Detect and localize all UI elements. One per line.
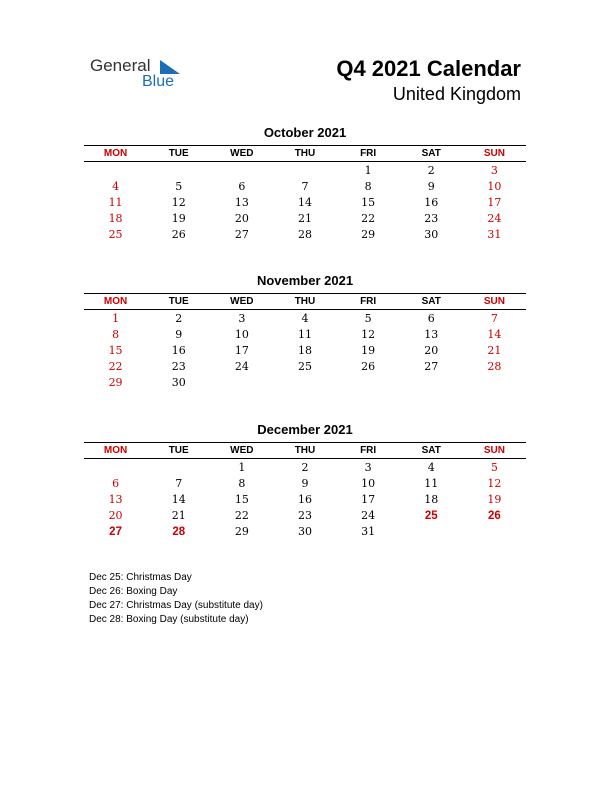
day-cell: 25: [424, 510, 438, 522]
day-cell: 23: [171, 360, 186, 373]
day-cell: 27: [109, 526, 122, 538]
day-cell: 4: [112, 180, 120, 193]
day-cell: 31: [487, 228, 502, 241]
weekday-header-row: [84, 145, 526, 162]
day-cell: 1: [112, 312, 120, 325]
day-cell: 8: [364, 180, 372, 193]
weekday-header: SUN: [483, 296, 505, 307]
page-title: Q4 2021 Calendar: [336, 56, 521, 81]
day-cell: 17: [487, 196, 502, 209]
day-cell: 21: [171, 509, 186, 522]
weekday-header: TUE: [168, 148, 189, 159]
day-cell: 29: [108, 376, 123, 389]
day-cell: 12: [171, 196, 186, 209]
empty-day-cell: [400, 524, 463, 540]
day-cell: 15: [234, 493, 249, 506]
day-cell: 8: [112, 328, 120, 341]
day-cell: 18: [297, 344, 312, 357]
day-cell: 1: [364, 164, 372, 177]
day-cell: 14: [171, 493, 186, 506]
holiday-note: Dec 25: Christmas Day: [89, 572, 192, 583]
day-cell: 21: [487, 344, 502, 357]
day-cell: 30: [297, 525, 312, 538]
day-cell: 22: [234, 509, 249, 522]
weekday-header: SAT: [421, 445, 441, 456]
day-cell: 8: [238, 477, 246, 490]
day-cell: 17: [234, 344, 249, 357]
weekday-header: TUE: [168, 296, 189, 307]
day-cell: 16: [297, 493, 312, 506]
day-grid: [84, 311, 526, 391]
day-cell: 7: [490, 312, 498, 325]
weekday-header: WED: [230, 148, 254, 159]
empty-day-cell: [273, 163, 336, 179]
day-cell: 13: [234, 196, 249, 209]
day-cell: 24: [487, 212, 502, 225]
day-cell: 17: [361, 493, 376, 506]
weekday-header: THU: [294, 445, 316, 456]
day-cell: 1: [238, 461, 246, 474]
day-cell: 16: [171, 344, 186, 357]
day-cell: 2: [427, 164, 435, 177]
day-cell: 26: [361, 360, 376, 373]
day-cell: 5: [175, 180, 183, 193]
empty-day-cell: [147, 163, 210, 179]
day-cell: 9: [175, 328, 183, 341]
day-cell: 27: [234, 228, 249, 241]
day-cell: 10: [487, 180, 502, 193]
holiday-note: Dec 28: Boxing Day (substitute day): [89, 614, 249, 625]
day-cell: 5: [490, 461, 498, 474]
day-cell: 11: [424, 477, 439, 490]
day-cell: 12: [361, 328, 376, 341]
logo-blue-text: Blue: [142, 73, 175, 90]
empty-day-cell: [210, 375, 273, 391]
day-cell: 15: [108, 344, 123, 357]
holiday-notes: [89, 571, 263, 627]
day-cell: 18: [424, 493, 439, 506]
day-cell: 10: [361, 477, 376, 490]
day-cell: 14: [487, 328, 502, 341]
weekday-header: SUN: [483, 148, 505, 159]
day-cell: 20: [234, 212, 249, 225]
day-cell: 20: [424, 344, 439, 357]
day-grid: [84, 460, 526, 540]
empty-day-cell: [337, 375, 400, 391]
weekday-header: SUN: [483, 445, 505, 456]
day-cell: 24: [234, 360, 249, 373]
day-cell: 6: [427, 312, 435, 325]
day-cell: 29: [234, 525, 249, 538]
day-cell: 2: [301, 461, 309, 474]
day-cell: 28: [487, 360, 502, 373]
day-cell: 13: [108, 493, 123, 506]
logo-flag-icon: [160, 60, 180, 74]
day-cell: 28: [172, 526, 186, 538]
weekday-header: MON: [103, 296, 128, 307]
month-block: [84, 422, 526, 540]
day-cell: 4: [301, 312, 309, 325]
day-cell: 13: [424, 328, 439, 341]
weekday-header: WED: [230, 296, 254, 307]
day-cell: 25: [297, 360, 312, 373]
day-cell: 9: [301, 477, 309, 490]
weekday-header: FRI: [360, 296, 377, 307]
empty-day-cell: [463, 524, 526, 540]
weekday-header: THU: [294, 296, 316, 307]
weekday-header: FRI: [360, 148, 377, 159]
holiday-note: Dec 26: Boxing Day: [89, 586, 178, 597]
day-cell: 11: [297, 328, 312, 341]
weekday-header: SAT: [421, 296, 441, 307]
day-cell: 14: [297, 196, 312, 209]
day-cell: 3: [490, 164, 498, 177]
day-cell: 3: [238, 312, 246, 325]
weekday-header-row: [84, 293, 526, 310]
empty-day-cell: [147, 460, 210, 476]
page-subtitle: United Kingdom: [392, 84, 521, 104]
day-cell: 23: [424, 212, 439, 225]
weekday-header: SAT: [421, 148, 441, 159]
empty-day-cell: [84, 460, 147, 476]
day-cell: 19: [487, 493, 502, 506]
weekday-header: TUE: [168, 445, 189, 456]
day-cell: 7: [301, 180, 309, 193]
generalblue-logo: [90, 56, 200, 96]
day-cell: 22: [108, 360, 123, 373]
day-cell: 19: [171, 212, 186, 225]
day-cell: 24: [361, 509, 376, 522]
month-block: [84, 273, 526, 391]
day-cell: 3: [364, 461, 372, 474]
day-cell: 12: [487, 477, 502, 490]
day-cell: 4: [427, 461, 435, 474]
day-cell: 20: [108, 509, 123, 522]
empty-day-cell: [84, 163, 147, 179]
day-cell: 31: [361, 525, 376, 538]
logo-general-text: General: [90, 56, 151, 75]
weekday-header: THU: [294, 148, 316, 159]
day-cell: 7: [175, 477, 183, 490]
month-title: November 2021: [256, 273, 354, 288]
day-cell: 16: [424, 196, 439, 209]
month-title: December 2021: [257, 422, 353, 437]
empty-day-cell: [463, 375, 526, 391]
empty-day-cell: [210, 163, 273, 179]
weekday-header: MON: [103, 148, 128, 159]
day-cell: 27: [424, 360, 439, 373]
day-cell: 25: [108, 228, 123, 241]
day-cell: 18: [108, 212, 123, 225]
weekday-header: WED: [230, 445, 254, 456]
weekday-header: FRI: [360, 445, 377, 456]
month-title: October 2021: [263, 125, 347, 140]
empty-day-cell: [400, 375, 463, 391]
day-cell: 29: [361, 228, 376, 241]
day-cell: 11: [108, 196, 123, 209]
day-cell: 15: [361, 196, 376, 209]
empty-day-cell: [273, 375, 336, 391]
day-cell: 26: [171, 228, 186, 241]
day-cell: 23: [297, 509, 312, 522]
month-block: [84, 125, 526, 243]
day-cell: 30: [424, 228, 439, 241]
day-cell: 2: [175, 312, 183, 325]
weekday-header: MON: [103, 445, 128, 456]
day-cell: 6: [112, 477, 120, 490]
day-cell: 30: [171, 376, 186, 389]
day-cell: 6: [238, 180, 246, 193]
day-cell: 19: [361, 344, 376, 357]
day-cell: 21: [297, 212, 312, 225]
day-cell: 5: [364, 312, 372, 325]
day-cell: 22: [361, 212, 376, 225]
weekday-header-row: [84, 442, 526, 459]
holiday-note: Dec 27: Christmas Day (substitute day): [89, 600, 263, 611]
day-cell: 26: [488, 510, 501, 522]
day-cell: 10: [234, 328, 249, 341]
day-grid: [84, 163, 526, 243]
day-cell: 28: [297, 228, 312, 241]
day-cell: 9: [427, 180, 435, 193]
